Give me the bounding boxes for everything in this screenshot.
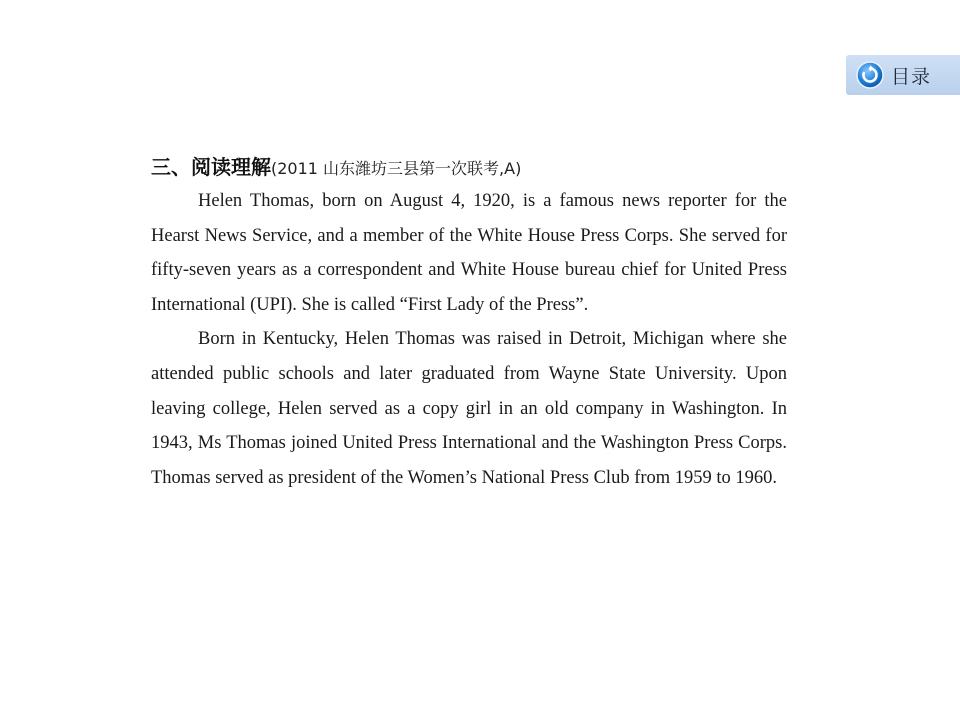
toc-button[interactable] <box>846 55 960 95</box>
refresh-circle-icon <box>855 60 885 90</box>
passage-paragraph-2: Born in Kentucky, Helen Thomas was raised in Detroit, Michigan where she attended public schools and later graduated from Wayne State University. Upon leaving college, Helen served as a copy girl in an old company in Washington. In 1943, Ms Thomas joined United Press International and the Washington Press Corps. Thomas served as president of the Women’s National Press Club from 1959 to 1960. <box>151 329 787 488</box>
section-title: 三、阅读理解 <box>151 155 271 179</box>
section-heading <box>151 150 787 184</box>
section-source: (2011 山东潍坊三县第一次联考,A) <box>271 159 522 178</box>
toc-label: 目录 <box>891 65 932 88</box>
passage-paragraph-1: Helen Thomas, born on August 4, 1920, is a famous news reporter for the Hearst News Service, and a member of the White House Press Corps. She served for fifty-seven years as a correspondent and White House bureau chief for United Press International (UPI). She is called “First Lady of the Press”. <box>151 191 787 315</box>
reading-section <box>151 150 787 495</box>
